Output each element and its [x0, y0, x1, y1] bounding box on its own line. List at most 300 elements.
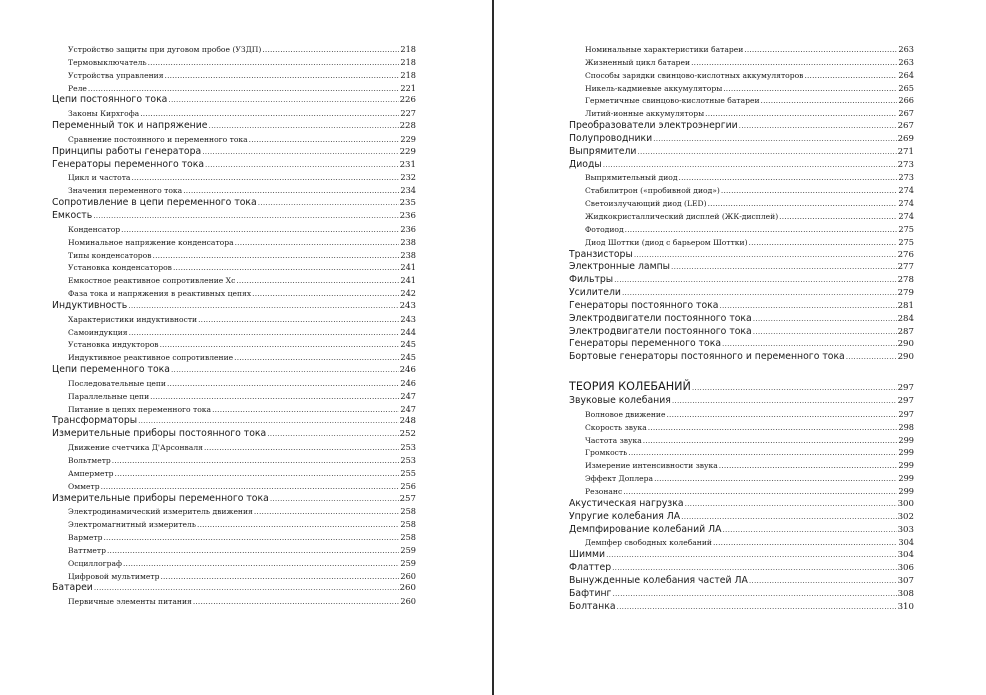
toc-entry-title: Жизненный цикл батареи — [585, 57, 691, 67]
toc-entry-title: Вынужденные колебания частей ЛА — [569, 574, 748, 586]
dot-leader — [236, 275, 399, 287]
toc-entry-title: Электродинамический измеритель движения — [68, 507, 253, 517]
toc-entry-title: Конденсатор — [68, 224, 121, 234]
dot-leader — [666, 409, 897, 421]
toc-subsection[interactable] — [569, 536, 914, 549]
dot-leader — [708, 198, 898, 210]
dot-leader — [719, 300, 896, 313]
toc-entry-title: Сопротивление в цепи переменного тока — [52, 197, 257, 209]
toc-entry-title: Трансформаторы — [52, 415, 138, 427]
toc-subsection[interactable] — [569, 459, 914, 472]
toc-entry-title: Вольтметр — [68, 456, 111, 465]
toc-entry-title: Резонанс — [585, 487, 623, 496]
toc-entry-title: Скорость звука — [585, 422, 647, 432]
dot-leader — [131, 172, 399, 184]
toc-subsection[interactable] — [569, 421, 914, 434]
toc-entry-page-number: 241 — [400, 262, 416, 273]
dot-leader — [622, 287, 897, 300]
toc-entry-title: Индуктивное реактивное сопротивление — [68, 353, 234, 363]
dot-leader — [643, 435, 898, 447]
dot-leader — [167, 378, 399, 390]
toc-entry-page-number: 243 — [400, 313, 416, 324]
toc-entry-page-number: 258 — [400, 532, 416, 543]
toc-entry-page-number: 274 — [898, 198, 914, 209]
toc-subsection[interactable] — [52, 326, 416, 339]
toc-entry-title: Генераторы переменного тока — [52, 158, 205, 170]
toc-entry-page-number: 243 — [399, 300, 416, 311]
toc-entry-page-number: 273 — [897, 159, 914, 170]
toc-entry-title: Шимми — [569, 549, 606, 561]
toc-section[interactable] — [569, 588, 914, 601]
toc-section[interactable] — [569, 120, 914, 133]
toc-entry-page-number: 253 — [400, 442, 416, 453]
dot-leader — [648, 422, 898, 434]
dot-leader — [628, 447, 897, 459]
toc-entry-page-number: 241 — [400, 275, 416, 286]
dot-leader — [270, 493, 399, 506]
toc-subsection[interactable] — [569, 236, 914, 249]
dot-leader — [761, 95, 898, 107]
toc-section[interactable] — [569, 274, 914, 287]
dot-leader — [121, 224, 399, 236]
toc-entry-page-number: 246 — [399, 365, 416, 376]
dot-leader — [93, 210, 398, 223]
toc-section[interactable] — [52, 300, 416, 313]
dot-leader — [129, 327, 400, 339]
toc-subsection[interactable] — [569, 210, 914, 223]
toc-section[interactable] — [569, 300, 914, 313]
toc-entry-page-number: 242 — [400, 288, 416, 299]
dot-leader — [749, 575, 897, 588]
toc-entry-page-number: 256 — [400, 480, 416, 491]
toc-entry-title: Самоиндукция — [68, 327, 128, 337]
dot-leader — [198, 314, 399, 326]
toc-entry-page-number: 306 — [897, 563, 914, 574]
toc-entry-page-number: 267 — [897, 121, 914, 132]
toc-entry-title: Диод Шоттки (диод с барьером Шоттки) — [585, 237, 748, 247]
toc-entry-title: Цепи постоянного тока — [52, 94, 168, 106]
toc-subsection[interactable] — [52, 56, 416, 69]
toc-section[interactable] — [569, 249, 914, 262]
toc-subsection[interactable] — [569, 69, 914, 82]
dot-leader — [692, 380, 897, 395]
dot-leader — [654, 473, 897, 485]
toc-section[interactable] — [569, 498, 914, 511]
toc-entry-title: Генераторы переменного тока — [569, 338, 722, 350]
toc-entry-title: Значения переменного тока — [68, 186, 183, 196]
toc-subsection[interactable] — [52, 184, 416, 197]
dot-leader — [197, 519, 399, 531]
toc-entry-page-number: 260 — [400, 596, 416, 607]
table-of-contents-left — [52, 43, 416, 608]
dot-leader — [617, 601, 897, 614]
toc-subsection[interactable] — [52, 390, 416, 403]
toc-entry-title: Питание в цепях переменного тока — [68, 404, 212, 414]
toc-section[interactable] — [569, 575, 914, 588]
toc-entry-title: Электродвигатели постоянного тока — [569, 312, 752, 324]
toc-entry-title: Емкостное реактивное сопротивление Хс — [68, 276, 236, 286]
toc-entry-title: Болтанка — [569, 600, 616, 612]
toc-entry-page-number: 264 — [898, 69, 914, 80]
toc-subsection[interactable] — [52, 454, 416, 467]
toc-entry-page-number: 267 — [898, 108, 914, 119]
toc-subsection[interactable] — [52, 133, 416, 146]
dot-leader — [719, 460, 898, 472]
toc-entry-title: Установка конденсаторов — [68, 263, 172, 273]
toc-entry-title: Номинальное напряжение конденсатора — [68, 237, 234, 247]
dot-leader — [249, 134, 400, 146]
toc-entry-page-number: 297 — [897, 383, 914, 394]
toc-entry-page-number: 260 — [400, 570, 416, 581]
dot-leader — [723, 83, 897, 95]
toc-entry-title: Транзисторы — [569, 248, 633, 260]
toc-subsection[interactable] — [569, 43, 914, 56]
dot-leader — [165, 70, 400, 82]
toc-section[interactable] — [52, 493, 416, 506]
toc-entry-page-number: 245 — [400, 339, 416, 350]
toc-entry-title: Первичные элементы питания — [68, 597, 192, 607]
toc-subsection[interactable] — [52, 274, 416, 287]
dot-leader — [183, 185, 399, 197]
dot-leader — [267, 428, 398, 441]
toc-entry-title: Звуковые колебания — [569, 395, 671, 407]
toc-subsection[interactable] — [52, 531, 416, 544]
dot-leader — [262, 44, 399, 56]
toc-subsection[interactable] — [52, 557, 416, 570]
toc-section[interactable] — [569, 159, 914, 172]
toc-entry-page-number: 236 — [399, 210, 416, 221]
toc-entry-title: Усилители — [569, 287, 621, 299]
toc-subsection[interactable] — [569, 434, 914, 447]
toc-section[interactable] — [569, 146, 914, 159]
toc-entry-title: Полупроводники — [569, 132, 653, 144]
dot-leader — [722, 338, 897, 351]
toc-entry-page-number: 218 — [400, 69, 416, 80]
toc-entry-title: Бортовые генераторы постоянного и переменного тока — [569, 351, 845, 363]
toc-entry-title: Стабилитрон («пробивной диод») — [585, 186, 720, 196]
toc-entry-page-number: 275 — [898, 236, 914, 247]
toc-entry-page-number: 277 — [897, 262, 914, 273]
toc-subsection[interactable] — [52, 171, 416, 184]
dot-leader — [88, 83, 399, 95]
toc-subsection[interactable] — [52, 338, 416, 351]
toc-entry-title: Переменный ток и напряжение — [52, 120, 208, 132]
toc-subsection[interactable] — [569, 56, 914, 69]
toc-subsection[interactable] — [569, 184, 914, 197]
toc-subsection[interactable] — [52, 351, 416, 364]
dot-leader — [681, 511, 896, 524]
toc-entry-page-number: 259 — [400, 544, 416, 555]
toc-subsection[interactable] — [569, 82, 914, 95]
dot-leader — [685, 498, 897, 511]
toc-entry-title: Жидкокристаллический дисплей (ЖК-дисплей) — [585, 211, 779, 221]
dot-leader — [749, 237, 898, 249]
dot-leader — [779, 211, 897, 223]
toc-section[interactable] — [569, 549, 914, 562]
toc-subsection[interactable] — [52, 249, 416, 262]
toc-section[interactable] — [52, 120, 416, 133]
toc-entry-page-number: 298 — [898, 421, 914, 432]
toc-entry-page-number: 255 — [400, 467, 416, 478]
toc-entry-page-number: 304 — [898, 537, 914, 548]
toc-entry-page-number: 263 — [898, 44, 914, 54]
dot-leader — [153, 250, 400, 262]
toc-subsection[interactable] — [569, 197, 914, 210]
toc-section[interactable] — [52, 159, 416, 172]
toc-entry-title: Параллельные цепи — [68, 391, 150, 401]
toc-subsection[interactable] — [52, 236, 416, 249]
toc-subsection[interactable] — [52, 441, 416, 454]
toc-entry-page-number: 245 — [400, 352, 416, 363]
toc-entry-page-number: 260 — [399, 583, 416, 594]
toc-subsection[interactable] — [52, 518, 416, 531]
toc-subsection[interactable] — [52, 595, 416, 608]
toc-entry-page-number: 252 — [399, 429, 416, 440]
toc-entry-page-number: 218 — [400, 44, 416, 54]
toc-subsection[interactable] — [569, 472, 914, 485]
toc-entry-page-number: 281 — [897, 300, 914, 311]
toc-subsection[interactable] — [52, 43, 416, 56]
toc-entry-page-number: 276 — [897, 249, 914, 260]
dot-leader — [235, 237, 400, 249]
toc-entry-page-number: 258 — [400, 519, 416, 530]
dot-leader — [739, 120, 897, 133]
dot-leader — [150, 391, 399, 403]
toc-subsection[interactable] — [569, 408, 914, 421]
dot-leader — [128, 300, 398, 313]
toc-entry-page-number: 263 — [898, 56, 914, 67]
toc-entry-title: Термовыключатель — [68, 57, 147, 67]
toc-entry-page-number: 232 — [400, 172, 416, 183]
toc-entry-page-number: 307 — [897, 575, 914, 586]
toc-entry-page-number: 228 — [399, 121, 416, 132]
toc-section[interactable] — [569, 562, 914, 575]
toc-subsection[interactable] — [569, 446, 914, 459]
toc-entry-title: Электромагнитный измеритель — [68, 520, 197, 530]
toc-entry-title: Светоизлучающий диод (LED) — [585, 199, 707, 209]
toc-subsection[interactable] — [52, 544, 416, 557]
toc-entry-title: Выпрямители — [569, 145, 637, 157]
dot-leader — [140, 108, 399, 120]
dot-leader — [721, 185, 897, 197]
toc-entry-title: Батареи — [52, 582, 93, 594]
dot-leader — [202, 146, 398, 159]
toc-section[interactable] — [569, 313, 914, 326]
toc-entry-page-number: 218 — [400, 56, 416, 67]
toc-entry-page-number: 236 — [400, 223, 416, 234]
dot-leader — [753, 313, 897, 326]
toc-entry-title: Движение счетчика Д'Арсонваля — [68, 443, 203, 453]
toc-subsection[interactable] — [52, 480, 416, 493]
toc-entry-page-number: 231 — [399, 159, 416, 170]
dot-leader — [637, 146, 896, 159]
toc-entry-title: Частота звука — [585, 435, 642, 445]
dot-leader — [614, 274, 896, 287]
toc-section[interactable] — [52, 428, 416, 441]
toc-entry-title: Литий-ионные аккумуляторы — [585, 109, 705, 119]
dot-leader — [623, 486, 897, 498]
toc-entry-title: Флаттер — [569, 562, 612, 574]
toc-entry-title: Фотодиод — [585, 224, 624, 234]
toc-section[interactable] — [569, 338, 914, 351]
toc-section[interactable] — [569, 351, 914, 364]
toc-entry-title: Преобразователи электроэнергии — [569, 120, 738, 132]
toc-entry-page-number: 278 — [897, 275, 914, 286]
dot-leader — [107, 545, 399, 557]
toc-entry-page-number: 253 — [400, 455, 416, 465]
toc-subsection[interactable] — [52, 287, 416, 300]
toc-entry-page-number: 297 — [897, 396, 914, 407]
toc-section[interactable] — [569, 261, 914, 274]
toc-subsection[interactable] — [52, 82, 416, 95]
toc-entry-page-number: 290 — [897, 339, 914, 350]
toc-entry-title: Устройства управления — [68, 70, 164, 80]
toc-entry-page-number: 297 — [898, 408, 914, 419]
dot-leader — [634, 249, 897, 262]
toc-section[interactable] — [52, 582, 416, 595]
toc-section[interactable] — [52, 94, 416, 107]
toc-subsection[interactable] — [52, 505, 416, 518]
toc-entry-page-number: 229 — [400, 133, 416, 144]
toc-entry-page-number: 299 — [898, 460, 914, 471]
toc-entry-title: Цикл и частота — [68, 173, 131, 183]
toc-entry-page-number: 299 — [898, 486, 914, 496]
toc-entry-page-number: 287 — [897, 326, 914, 337]
dot-leader — [115, 468, 400, 480]
toc-entry-page-number: 275 — [898, 223, 914, 234]
toc-entry-page-number: 299 — [898, 434, 914, 445]
toc-section[interactable] — [52, 415, 416, 428]
toc-subsection[interactable] — [52, 570, 416, 583]
toc-entry-page-number: 303 — [897, 524, 914, 535]
table-of-contents-right — [569, 43, 914, 613]
toc-entry-title: Способы зарядки свинцово-кислотных аккумуляторов — [585, 70, 804, 80]
dot-leader — [212, 404, 399, 416]
dot-leader — [209, 120, 399, 133]
dot-leader — [753, 326, 897, 339]
toc-entry-title: Индуктивность — [52, 299, 128, 311]
toc-section[interactable] — [569, 133, 914, 146]
toc-entry-page-number: 258 — [400, 506, 416, 517]
toc-entry-title: Измерительные приборы постоянного тока — [52, 428, 267, 440]
toc-entry-title: Диоды — [569, 158, 602, 170]
toc-subsection[interactable] — [52, 69, 416, 82]
toc-entry-page-number: 274 — [898, 210, 914, 221]
dot-leader — [705, 108, 897, 120]
toc-subsection[interactable] — [569, 171, 914, 184]
toc-entry-title: Акустическая нагрузка — [569, 497, 684, 509]
dot-leader — [679, 172, 898, 184]
toc-subsection[interactable] — [52, 467, 416, 480]
toc-section[interactable] — [569, 287, 914, 300]
dot-leader — [254, 506, 400, 518]
toc-section[interactable] — [569, 524, 914, 537]
toc-entry-page-number: 302 — [897, 511, 914, 522]
toc-entry-page-number: 234 — [400, 185, 416, 196]
toc-entry-page-number: 310 — [897, 601, 914, 612]
toc-section[interactable] — [569, 326, 914, 339]
toc-entry-page-number: 238 — [400, 249, 416, 260]
dot-leader — [103, 532, 399, 544]
dot-leader — [112, 455, 400, 467]
dot-leader — [148, 57, 400, 69]
toc-entry-title: Законы Кирхгофа — [68, 109, 140, 119]
toc-entry-title: Осциллограф — [68, 558, 122, 568]
toc-section[interactable] — [52, 146, 416, 159]
dot-leader — [193, 596, 400, 608]
toc-section[interactable] — [52, 210, 416, 223]
toc-entry-title: Типы конденсаторов — [68, 250, 152, 260]
toc-subsection[interactable] — [569, 94, 914, 107]
toc-section[interactable] — [569, 395, 914, 408]
toc-entry-page-number: 273 — [898, 172, 914, 183]
dot-leader — [205, 159, 399, 172]
right-page — [494, 0, 986, 695]
toc-entry-title: Фаза тока и напряжения в реактивных цепях — [68, 289, 252, 299]
toc-entry-title: Реле — [68, 83, 87, 93]
dot-leader — [138, 415, 399, 428]
toc-entry-title: Установка индукторов — [68, 340, 159, 350]
toc-subsection[interactable] — [52, 261, 416, 274]
toc-entry-page-number: 247 — [400, 390, 416, 401]
toc-entry-title: Ваттметр — [68, 545, 106, 555]
toc-entry-title: Цепи переменного тока — [52, 364, 170, 376]
dot-leader — [160, 339, 400, 351]
toc-subsection[interactable] — [569, 107, 914, 120]
toc-entry-title: ТЕОРИЯ КОЛЕБАНИЙ — [569, 380, 691, 394]
toc-entry-title: Принципы работы генератора — [52, 145, 202, 157]
toc-section[interactable] — [52, 197, 416, 210]
dot-leader — [606, 549, 897, 562]
toc-entry-title: Бафтинг — [569, 587, 612, 599]
toc-entry-page-number: 235 — [399, 198, 416, 209]
toc-entry-title: Характеристики индуктивности — [68, 314, 198, 324]
toc-subsection[interactable] — [52, 107, 416, 120]
toc-section[interactable] — [569, 601, 914, 614]
dot-leader — [603, 159, 897, 172]
toc-subsection[interactable] — [52, 223, 416, 236]
toc-section[interactable] — [52, 364, 416, 377]
dot-leader — [625, 224, 898, 236]
dot-leader — [160, 571, 399, 583]
toc-section[interactable] — [569, 511, 914, 524]
dot-leader — [713, 537, 897, 549]
toc-subsection[interactable] — [569, 485, 914, 498]
dot-leader — [252, 288, 399, 300]
toc-entry-title: Демпфирование колебаний ЛА — [569, 523, 722, 535]
toc-subsection[interactable] — [52, 313, 416, 326]
dot-leader — [612, 562, 896, 575]
toc-entry-page-number: 308 — [897, 588, 914, 599]
toc-entry-page-number: 304 — [897, 550, 914, 561]
dot-leader — [744, 44, 897, 56]
toc-chapter[interactable] — [569, 379, 914, 395]
dot-leader — [846, 351, 897, 364]
dot-leader — [168, 94, 398, 107]
toc-entry-title: Омметр — [68, 481, 100, 491]
toc-entry-title: Волновое движение — [585, 409, 666, 419]
dot-leader — [123, 558, 399, 570]
toc-entry-title: Громкость — [585, 448, 628, 458]
toc-entry-page-number: 259 — [400, 557, 416, 568]
toc-subsection[interactable] — [52, 377, 416, 390]
dot-leader — [671, 261, 897, 274]
toc-entry-title: Цифровой мультиметр — [68, 571, 160, 581]
toc-subsection[interactable] — [569, 223, 914, 236]
toc-entry-page-number: 238 — [400, 236, 416, 247]
toc-entry-page-number: 274 — [898, 185, 914, 196]
toc-subsection[interactable] — [52, 403, 416, 416]
